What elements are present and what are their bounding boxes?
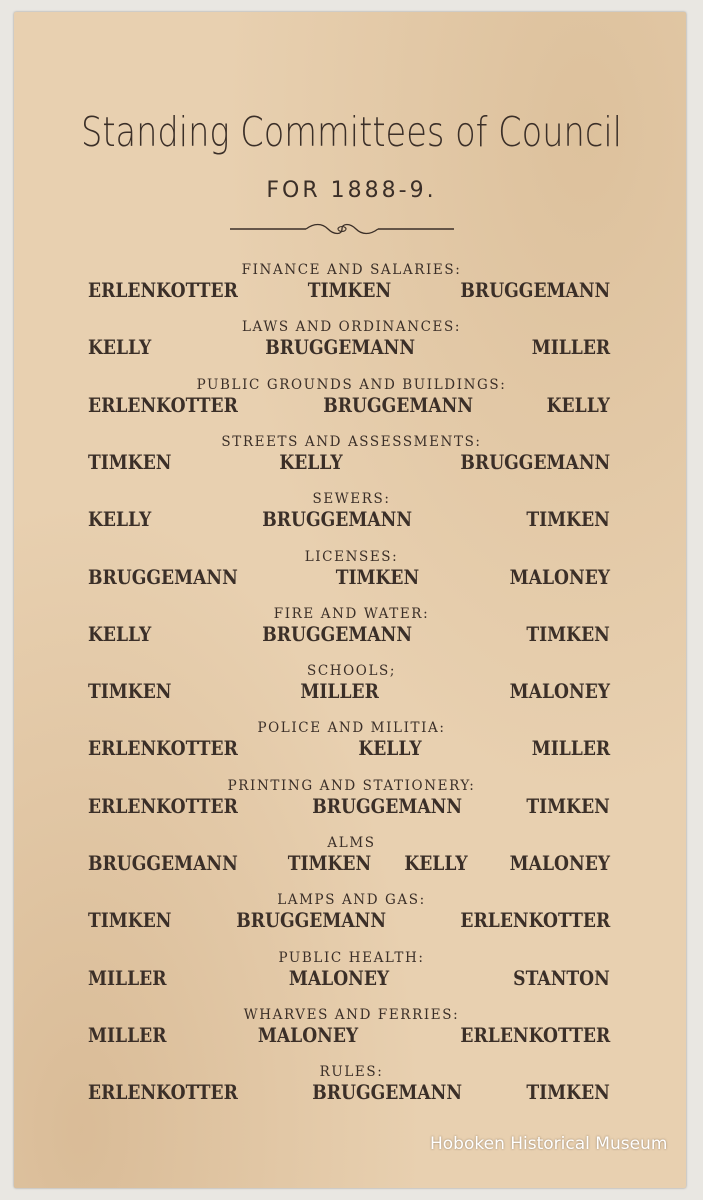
committee-member: KELLY [404,852,468,875]
committee-member: TIMKEN [526,1081,610,1105]
committee-member: ERLENKOTTER [460,909,610,933]
committee-member: TIMKEN [526,622,610,646]
committee-member: KELLY [88,622,152,646]
committee-member: BRUGGEMANN [236,909,387,933]
committee-members-row [88,737,610,760]
committee-member: MILLER [88,1023,167,1047]
page-subtitle: FOR 1888-9. [266,178,437,203]
committee-member: ERLENKOTTER [88,737,238,761]
committee-members-row [88,508,610,531]
committee-name: FINANCE AND SALARIES: [241,262,462,278]
committee-member: MILLER [531,737,610,761]
committee-name: LAWS AND ORDINANCES: [241,319,461,336]
committee-member: TIMKEN [526,508,610,532]
committee-member: BRUGGEMANN [262,622,413,646]
committee-members-row [88,566,610,589]
committee-member: MALONEY [509,565,610,589]
committee-member: TIMKEN [307,279,391,302]
committee-member: ERLENKOTTER [88,794,238,818]
committee-member: ERLENKOTTER [460,1023,610,1047]
page-title: Standing Committees of Council [80,108,623,156]
committee-member: BRUGGEMANN [323,393,474,417]
committee-member: KELLY [88,508,152,532]
committee-name: LICENSES: [304,548,399,565]
committee-member: BRUGGEMANN [460,279,610,302]
committee-members-row [88,394,610,417]
committee-member: BRUGGEMANN [311,794,462,818]
committee-name: STREETS AND ASSESSMENTS: [221,433,482,450]
committee-name: PUBLIC HEALTH: [278,949,425,966]
committee-member: BRUGGEMANN [262,508,413,532]
committee-members-row [88,451,610,474]
committee-member: KELLY [88,336,152,360]
committee-member: ERLENKOTTER [88,1081,238,1105]
committee-member: MALONEY [288,966,389,990]
committee-member: TIMKEN [88,909,172,933]
committee-name: POLICE AND MILITIA: [257,720,446,737]
committee-member: KELLY [546,393,610,417]
committee-members-row [88,1081,610,1104]
committee-name: PUBLIC GROUNDS AND BUILDINGS: [196,376,507,393]
committee-member: BRUGGEMANN [311,1081,462,1105]
committee-members-row [88,909,610,932]
committee-member: TIMKEN [526,794,610,818]
committee-member: TIMKEN [287,852,372,875]
committee-member: TIMKEN [88,680,172,704]
committee-name: SEWERS: [312,491,391,508]
committee-members-row [88,795,610,818]
committee-members-row [88,336,610,359]
committee-member: BRUGGEMANN [88,565,238,589]
committee-member: TIMKEN [88,450,172,474]
committee-member: KELLY [279,450,343,474]
committee-member: MILLER [300,680,379,704]
committee-name: FIRE AND WATER: [273,605,430,622]
ornament-divider [230,222,454,236]
watermark: Hoboken Historical Museum [430,1134,668,1154]
committee-member: BRUGGEMANN [265,336,416,360]
committee-member: ERLENKOTTER [88,279,238,302]
committee-member: KELLY [357,737,422,761]
committee-members-row [88,623,610,646]
committee-member: MILLER [88,966,167,990]
committee-member: BRUGGEMANN [88,852,238,875]
committee-name: RULES: [319,1064,384,1081]
committee-member: ERLENKOTTER [88,393,238,417]
committee-member: MALONEY [509,680,610,704]
committee-members-row [88,967,610,990]
committee-members-row [88,1024,610,1047]
committee-member: MALONEY [258,1023,359,1047]
committee-name: SCHOOLS; [306,663,397,680]
committee-name: PRINTING AND STATIONERY: [227,777,476,794]
committee-name: LAMPS AND GAS: [277,892,426,909]
committee-member: MALONEY [509,852,610,875]
committee-member: MILLER [531,336,610,360]
committee-members-row [88,680,610,703]
committee-members-row [88,852,610,875]
committee-name: ALMS [327,835,376,851]
committee-member: BRUGGEMANN [460,450,610,474]
committee-members-row [88,279,610,302]
committee-member: TIMKEN [335,565,419,589]
committee-name: WHARVES AND FERRIES: [243,1006,460,1023]
committee-member: STANTON [513,966,610,990]
